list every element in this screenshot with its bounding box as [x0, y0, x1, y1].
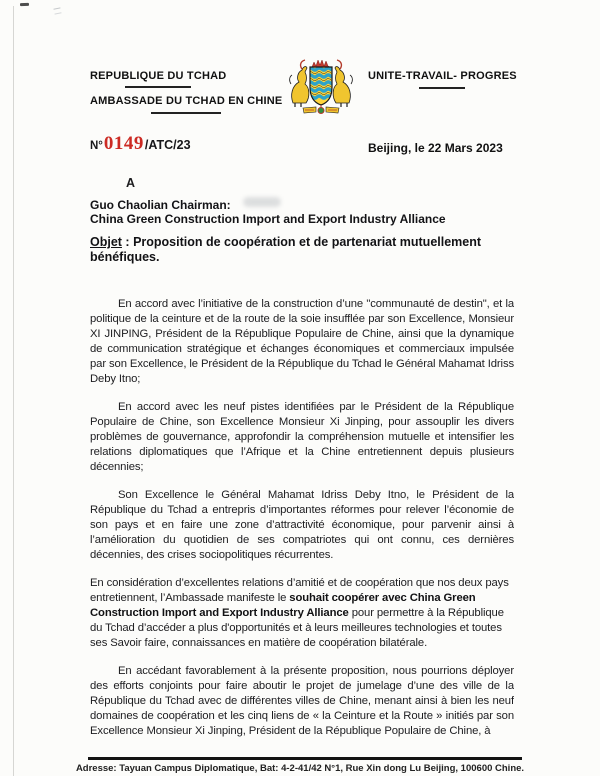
scan-mark [20, 3, 29, 6]
embassy-title: AMBASSADE DU TCHAD EN CHINE [90, 95, 283, 107]
ref-number-stamp: 0149 [103, 133, 144, 154]
paragraph-4-bold-alliance-name: souhait coopérer avec China Green Construction Import and Export Industry Alliance [90, 592, 476, 619]
paragraph-3: Son Excellence le Général Mahamat Idriss Deby Itno, le Président de la République du Tchad a entrepris d’importantes réformes pour relever l’économie de son pays et en faire une zone d’attractivité économique, pour parvenir ainsi à l’amélioration du quotidien de ses compatriotes qui ont connu, ces dernières décennies, des crises sociopolitiques récurrentes. [90, 489, 514, 561]
scan-mark [53, 7, 61, 14]
republic-title: REPUBLIQUE DU TCHAD [90, 70, 227, 82]
subject-text: Proposition de coopération et de partenariat mutuellement bénéfiques. [90, 235, 482, 264]
reference-number [90, 134, 191, 153]
scan-edge-artifact [13, 6, 14, 776]
title-underline [419, 87, 465, 89]
paragraph-2: En accord avec les neuf pistes identifiées par le Président de la République Populaire de Chine, son Excellence Monsieur Xi Jinping, pour assouplir les divers problèmes de gouvernance, approfondir la compréhension mutuelle et intensifier les relations diplomatiques que l’Afrique et la Chine entretiennent depuis plusieurs décennies; [90, 401, 514, 473]
recipient-organization: China Green Construction Import and Export Industry Alliance [90, 212, 446, 226]
subject-line [90, 235, 495, 264]
paragraph-4 [90, 576, 514, 651]
paragraph-4-pre: En considération d’excellentes relations d’amitié et de coopération que nos deux pays entretiennent, l’Ambassade manifeste le [90, 577, 509, 604]
addressee-block [90, 198, 446, 226]
chad-coat-of-arms-icon [283, 57, 359, 119]
header-right [368, 70, 517, 89]
republic-title-block [90, 70, 226, 88]
paragraph-4-post: pour permettre à la République du Tchad d’accéder a plus d'opportunités et à leurs meilleures technologies et toutes ses Savoir faire, connaissances en matière de coopération bilatérale. [90, 607, 504, 649]
header-left [90, 70, 282, 114]
motto-block [368, 70, 517, 89]
ref-suffix: /ATC/23 [144, 138, 191, 152]
embassy-title-block [90, 95, 282, 114]
footer-divider [88, 757, 522, 760]
date-line: Beijing, le 22 Mars 2023 [368, 141, 503, 155]
subject-label: Objet [90, 235, 122, 249]
paragraph-1: En accord avec l’initiative de la construction d’une "communauté de destin", et la politique de la ceinture et de la route de la soie insufflée par son Excellence, Monsieur XI JINPING, Président de la République Populaire de Chine, ainsi que la dynamique de communication stratégique et échanges économiques et commerciaux impulsée par son Excellence, le Président de la République du Tchad le Général Mahamat Idriss Deby Itno; [90, 298, 514, 385]
subject-separator: : [121, 235, 134, 249]
letter-body [90, 297, 514, 759]
title-underline [125, 86, 191, 88]
recipient-name: Guo Chaolian Chairman: [90, 198, 231, 212]
salutation: A [126, 176, 136, 190]
ref-prefix: N° [90, 140, 103, 152]
footer-address: Adresse: Tayuan Campus Diplomatique, Bat: 4-2-41/42 N°1, Rue Xin dong Lu Beijing, 100600 Chine. [75, 763, 525, 774]
paragraph-5: En accédant favorablement à la présente proposition, nous pourrions déployer des efforts conjoints pour faire aboutir le projet de jumelage d’une des ville de la République du Tchad avec de différentes villes de Chine, menant ainsi à bien les neuf domaines de coopération et les cinq liens de « la Ceinture et la Route » initiés par son Excellence Monsieur Xi Jinping, Président de la République Populaire de Chine, à [90, 665, 514, 737]
title-underline [151, 112, 221, 114]
motto: UNITE-TRAVAIL- PROGRES [368, 70, 517, 82]
